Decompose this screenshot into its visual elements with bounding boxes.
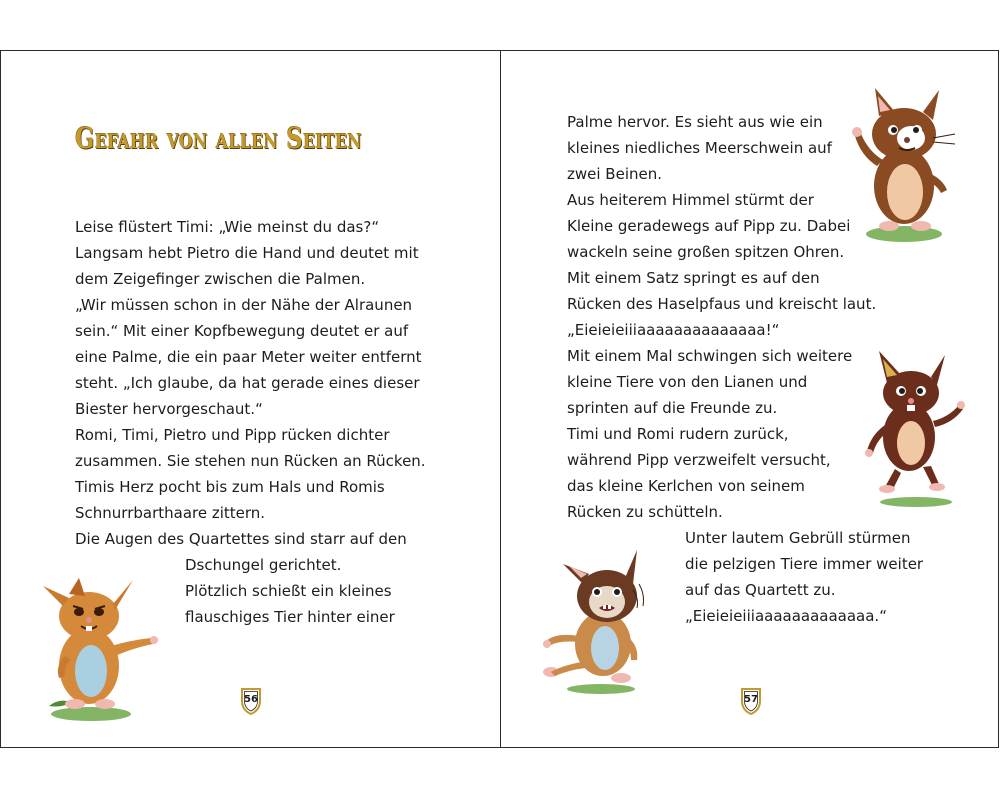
text-line: Mit einem Satz springt es auf den — [567, 269, 820, 287]
chapter-title: Gefahr von allen Seiten — [75, 121, 362, 155]
text-line: kleines niedliches Meerschwein auf — [567, 139, 832, 157]
book-spread — [0, 50, 999, 748]
text-line: während Pipp verzweifelt versucht, — [567, 451, 831, 469]
text-line: sprinten auf die Freunde zu. — [567, 399, 778, 417]
text-line: Rücken zu schütteln. — [567, 503, 723, 521]
guinea-pig-creature-illustration — [541, 544, 666, 699]
text-line: Palme hervor. Es sieht aus wie ein — [567, 113, 823, 131]
text-line: Timis Herz pocht bis zum Hals und Romis — [75, 478, 385, 496]
text-line: die pelzigen Tiere immer weiter — [685, 555, 924, 573]
text-line: zusammen. Sie stehen nun Rücken an Rücken. — [75, 452, 426, 470]
text-line: Rücken des Haselpfaus und kreischt laut. — [567, 295, 877, 313]
page-number: 57 — [744, 694, 758, 705]
text-line: Aus heiterem Himmel stürmt der — [567, 191, 814, 209]
page-number: 56 — [244, 694, 258, 705]
guinea-pig-creature-illustration — [29, 566, 159, 721]
text-line: Die Augen des Quartettes sind starr auf den — [75, 530, 407, 548]
text-line: sein.“ Mit einer Kopfbewegung deutet er auf — [75, 322, 409, 340]
text-line: Unter lautem Gebrüll stürmen — [685, 529, 911, 547]
right-page — [501, 51, 1000, 747]
text-line: Kleine geradewegs auf Pipp zu. Dabei — [567, 217, 851, 235]
text-line: flauschiges Tier hinter einer — [185, 608, 395, 626]
guinea-pig-creature-illustration — [861, 349, 966, 514]
text-line: „Eieieieiiiaaaaaaaaaaaaa.“ — [685, 607, 887, 625]
guinea-pig-creature-illustration — [849, 86, 964, 246]
text-line: wackeln seine großen spitzen Ohren. — [567, 243, 845, 261]
text-line: Langsam hebt Pietro die Hand und deutet mit — [75, 244, 419, 262]
page-number-badge — [739, 686, 763, 716]
text-line: Schnurrbarthaare zittern. — [75, 504, 266, 522]
text-line: auf das Quartett zu. — [685, 581, 836, 599]
text-line: dem Zeigefinger zwischen die Palmen. — [75, 270, 366, 288]
text-line: Plötzlich schießt ein kleines — [185, 582, 392, 600]
text-line: Timi und Romi rudern zurück, — [567, 425, 789, 443]
left-page — [1, 51, 500, 747]
text-line: Romi, Timi, Pietro und Pipp rücken dichter — [75, 426, 390, 444]
text-line: „Eieieieiiiaaaaaaaaaaaaaa!“ — [567, 321, 780, 339]
text-line: zwei Beinen. — [567, 165, 663, 183]
text-line: eine Palme, die ein paar Meter weiter entfernt — [75, 348, 422, 366]
text-line: Dschungel gerichtet. — [185, 556, 342, 574]
text-line: Leise flüstert Timi: „Wie meinst du das?“ — [75, 218, 380, 236]
text-line: „Wir müssen schon in der Nähe der Alraunen — [75, 296, 413, 314]
text-line: kleine Tiere von den Lianen und — [567, 373, 808, 391]
text-line: Mit einem Mal schwingen sich weitere — [567, 347, 853, 365]
page-number-badge — [239, 686, 263, 716]
text-line: das kleine Kerlchen von seinem — [567, 477, 805, 495]
text-line: steht. „Ich glaube, da hat gerade eines dieser — [75, 374, 420, 392]
text-line: Biester hervorgeschaut.“ — [75, 400, 263, 418]
